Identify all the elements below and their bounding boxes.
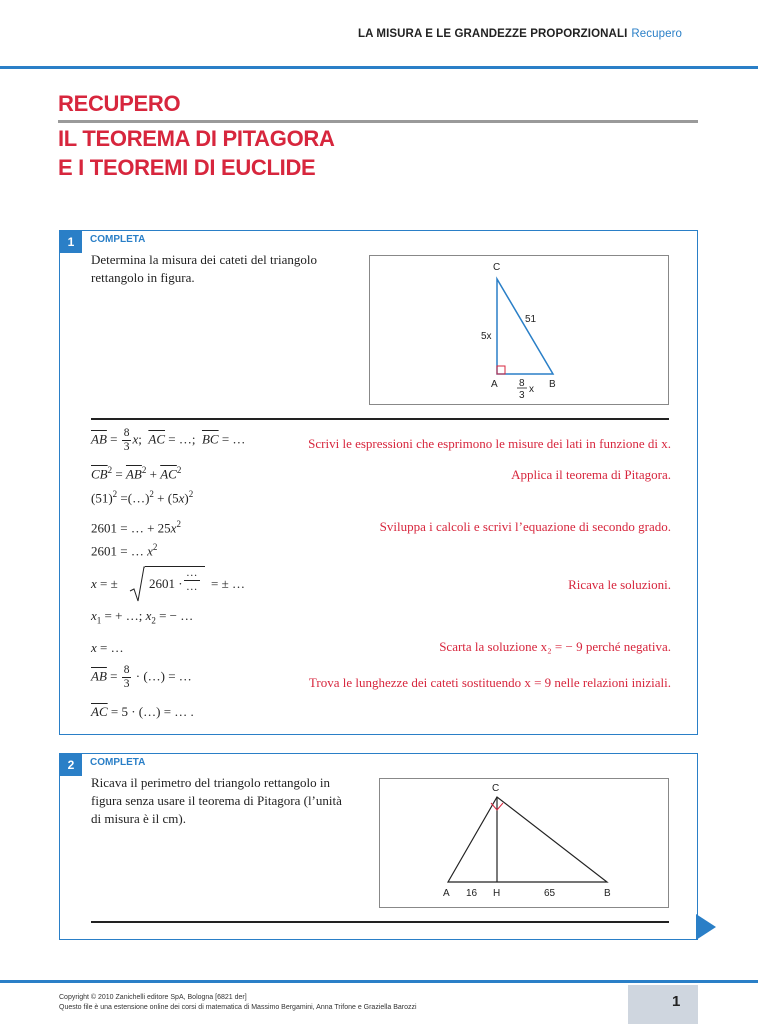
exercise-1-tag: COMPLETA (90, 234, 146, 245)
page-title-line2: E I TEOREMI DI EUCLIDE (58, 155, 316, 180)
label-b: B (604, 888, 611, 899)
exercise-1-figure (369, 255, 669, 405)
exercise-2-tag: COMPLETA (90, 757, 146, 768)
step-1-expression: $\overline{AB}$ = $\frac{8}{3}$ x; $\overline{AC}$ = …; $\overline{BC}$ = … (91, 427, 246, 453)
footer-line2: Questo file è una estensione online dei corsi di matematica di Massimo Bergamini, Anna Trifone e Graziella Barozzi (59, 1004, 417, 1011)
exercise-2-rule (91, 921, 669, 923)
label-ah: 16 (466, 888, 478, 899)
exercise-1-prompt-line1: Determina la misura dei cateti del triangolo (91, 252, 317, 267)
label-c: C (493, 262, 501, 273)
step-6-expression: x = ± 2601 · … … = ± … (91, 565, 118, 605)
step-8-expression: x = … (91, 640, 124, 655)
label-hypotenuse: 51 (525, 314, 537, 325)
hint-2: Applica il teorema di Pitagora. (511, 467, 671, 482)
hint-4: Ricava le soluzioni. (568, 577, 671, 592)
exercise-2-figure (379, 778, 669, 908)
hint-5: Scarta la soluzione x₂ = − 9 perché negativa. (439, 639, 671, 654)
step-3-expression: $(51)^2$ =(…)$^2$ + $(5x)^2$ (91, 489, 194, 506)
label-c: C (492, 783, 500, 794)
footer-line1: Copyright © 2010 Zanichelli editore SpA, Bologna [6821 der] (59, 994, 247, 1001)
page-number-box (628, 985, 698, 1024)
exercise-1-prompt-line2: rettangolo in figura. (91, 270, 195, 285)
hint-3: Sviluppa i calcoli e scrivi l’equazione di secondo grado. (379, 519, 671, 534)
page-number: 1 (672, 993, 681, 1010)
footer-rule (0, 980, 758, 983)
recupero-label: RECUPERO (58, 91, 181, 116)
label-ab-num: 8 (519, 378, 525, 389)
triangle-acb (448, 797, 607, 882)
step-4-expression: 2601 = … + $25x^2$ (91, 519, 181, 536)
label-ac: 5x (481, 331, 492, 342)
exercise-2-prompt-line1: Ricava il perimetro del triangolo rettangolo in (91, 775, 330, 790)
exercise-1-rule (91, 418, 669, 420)
step-2-expression: $\overline{CB}^2 = \overline{AB}^2 + \overline{AC}^2$ (91, 465, 182, 482)
label-a: A (491, 379, 498, 390)
step-7-expression: $x_1$ = + …; $x_2$ = − … (91, 608, 194, 626)
right-triangle-figure (370, 256, 668, 404)
header-section: LA MISURA E LE GRANDEZZE PROPORZIONALI (358, 28, 628, 40)
exercise-2-prompt-line3: di misura è il cm). (91, 811, 186, 826)
exercise-1-prompt (91, 251, 317, 287)
sqrt-sign (129, 565, 145, 603)
exercise-2-number: 2 (60, 754, 82, 776)
page-title (58, 124, 335, 182)
triangle-with-height-figure (380, 779, 668, 907)
header-subsection: Recupero (631, 28, 683, 40)
title-rule (58, 120, 698, 123)
next-page-arrow-icon[interactable] (696, 914, 716, 940)
exercise-2-prompt (91, 774, 342, 828)
footer-copyright (59, 993, 417, 1013)
label-h: H (493, 888, 501, 899)
step-10-expression: $\overline{AC} = 5$ · (…) = … . (91, 704, 194, 719)
header-rule (0, 66, 758, 69)
step-9-expression: $\overline{AB}$ = $\frac{8}{3}$ · (…) = … (91, 664, 192, 690)
right-angle-marker (497, 366, 505, 374)
hint-6: Trova le lunghezze dei cateti sostituendo x = 9 nelle relazioni iniziali. (308, 675, 671, 690)
label-a: A (443, 888, 450, 899)
exercise-2 (59, 753, 698, 940)
label-hb: 65 (544, 888, 556, 899)
hint-1: Scrivi le espressioni che esprimono le misure dei lati in funzione di x. (308, 436, 671, 451)
exercise-1 (59, 230, 698, 735)
exercise-1-number: 1 (60, 231, 82, 253)
running-header (358, 28, 682, 40)
page-title-line1: IL TEOREMA DI PITAGORA (58, 126, 335, 151)
label-b: B (549, 379, 556, 390)
step-5-expression: 2601 = … $x^2$ (91, 542, 158, 559)
exercise-2-prompt-line2: figura senza usare il teorema di Pitagora (l’unità (91, 793, 342, 808)
triangle-abc (497, 279, 553, 374)
label-ab-x: x (529, 384, 534, 395)
label-ab-den: 3 (519, 390, 525, 401)
